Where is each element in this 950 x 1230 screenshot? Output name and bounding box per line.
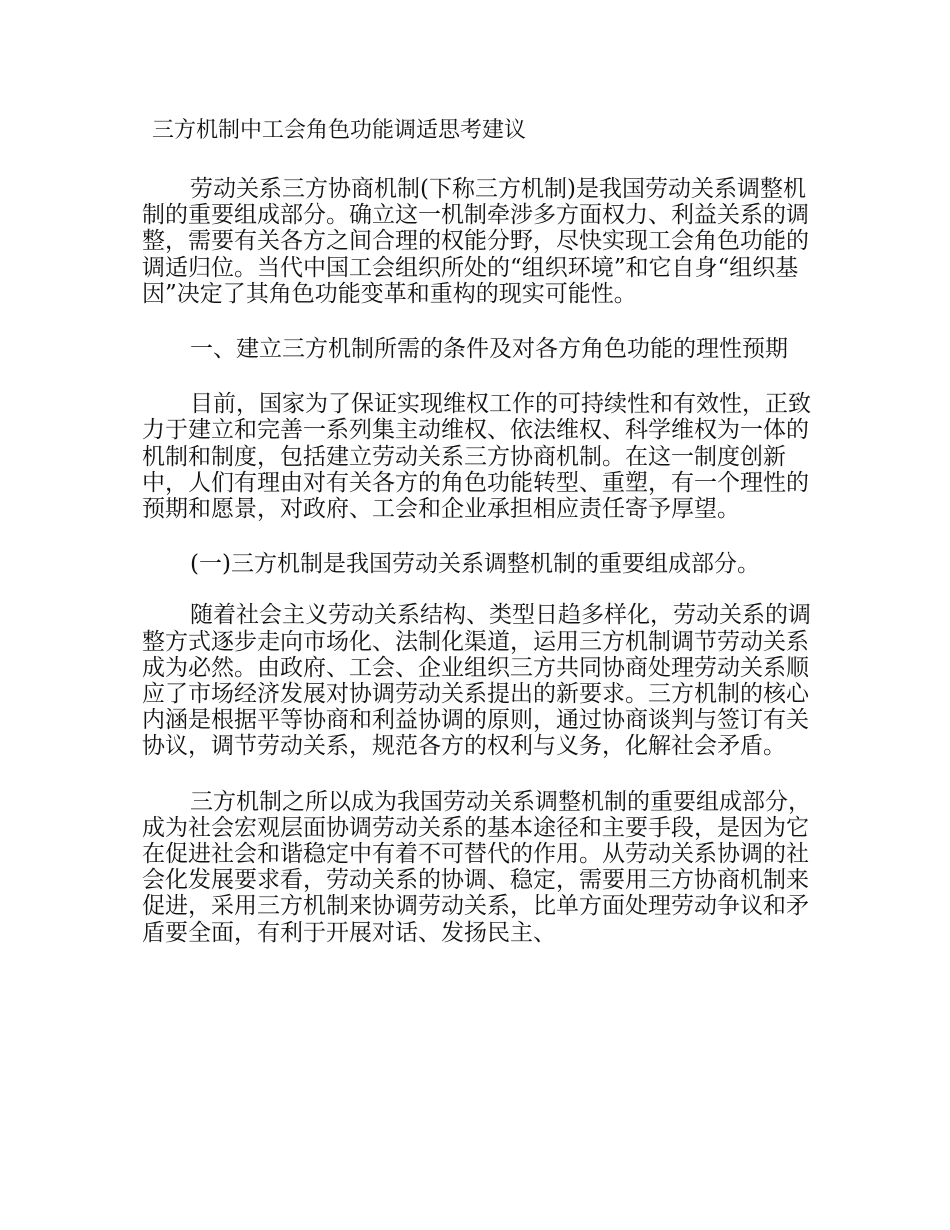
- paragraph-current-state: 目前，国家为了保证实现维权工作的可持续性和有效性，正致力于建立和完善一系列集主动维权、依法维权、科学维权为一体的机制和制度，包括建立劳动关系三方协商机制。在这一制度创新中，人们有理由对有关各方的角色功能转型、重塑，有一个理性的预期和愿景，对政府、工会和企业承担相应责任寄予厚望。: [142, 391, 811, 523]
- paragraph-intro: 劳动关系三方协商机制(下称三方机制)是我国劳动关系调整机制的重要组成部分。确立这一机制牵涉多方面权力、利益关系的调整，需要有关各方之间合理的权能分野，尽快实现工会角色功能的调适归位。当代中国工会组织所处的“组织环境”和它自身“组织基因”决定了其角色功能变革和重构的现实可能性。: [142, 176, 809, 307]
- section-heading-1: 一、建立三方机制所需的条件及对各方角色功能的理性预期: [190, 336, 788, 363]
- subsection-heading-1: (一)三方机制是我国劳动关系调整机制的重要组成部分。: [190, 551, 760, 578]
- paragraph-role-of-mechanism: 三方机制之所以成为我国劳动关系调整机制的重要组成部分，成为社会宏观层面协调劳动关系的基本途径和主要手段，是因为它在促进社会和谐稳定中有着不可替代的作用。从劳动关系协调的社会化发展要求看，劳动关系的协调、稳定，需要用三方协商机制来促进，采用三方机制来协调劳动关系，比单方面处理劳动争议和矛盾要全面，有利于开展对话、发扬民主、: [142, 788, 811, 946]
- document-title: 三方机制中工会角色功能调适思考建议: [152, 118, 527, 143]
- paragraph-diversification: 随着社会主义劳动关系结构、类型日趋多样化，劳动关系的调整方式逐步走向市场化、法制化渠道，运用三方机制调节劳动关系成为必然。由政府、工会、企业组织三方共同协商处理劳动关系顺应了市场经济发展对协调劳动关系提出的新要求。三方机制的核心内涵是根据平等协商和利益协调的原则，通过协商谈判与签订有关协议，调节劳动关系，规范各方的权利与义务，化解社会矛盾。: [142, 602, 811, 760]
- document-body: [142, 176, 814, 975]
